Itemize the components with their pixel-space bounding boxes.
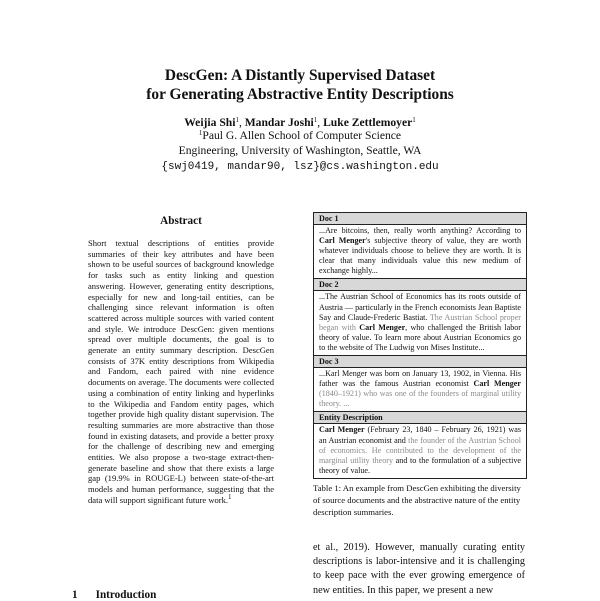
title-line-1: DescGen: A Distantly Supervised Dataset xyxy=(164,67,436,84)
section-title: Introduction xyxy=(95,589,157,601)
doc-2-text xyxy=(314,291,526,356)
doc-2-text-a: ...The Austrian School of Economics has its roots outside of Austria — particularly in the French economists Jean Baptiste Say and Claude-Frederic Bastiat. xyxy=(319,292,521,322)
author-affil-mark: 1 xyxy=(412,116,416,124)
doc-1-text-a: ...Are bitcoins, then, really worth anything? According to xyxy=(319,226,521,235)
section-heading xyxy=(72,589,156,601)
doc-3-label: Doc 3 xyxy=(314,356,526,368)
body-paragraph: et al., 2019). However, manually curating entity descriptions is labor-intensive and it is challenging to keep pace with the ever growing emergence of new entities. In this paper, we present a new xyxy=(313,542,525,596)
description-text-a: (February 23, 1840 – February 26, 1921) was an Austrian economist and xyxy=(319,425,521,445)
author-name: Mandar Joshi xyxy=(244,116,314,129)
affiliation-mark: 1 xyxy=(198,129,203,137)
description-entity: Carl Menger xyxy=(319,425,365,435)
author-separator: , xyxy=(238,116,245,129)
section-number: 1 xyxy=(72,589,78,601)
affiliation-line-2: Engineering, University of Washington, Seattle, WA xyxy=(178,144,422,157)
affiliation-line-1: Paul G. Allen School of Computer Science xyxy=(202,129,402,142)
doc-2-label: Doc 2 xyxy=(314,279,526,291)
example-table xyxy=(313,212,527,479)
author-affil-mark: 1 xyxy=(235,116,239,124)
paper-title xyxy=(0,66,600,104)
author-name: Luke Zettlemoyer xyxy=(323,116,413,129)
author-affil-mark: 1 xyxy=(313,116,318,124)
doc-2-text-grey: The Austrian School proper began with xyxy=(319,312,521,332)
doc-1-text xyxy=(314,225,526,279)
doc-2-text-b: , who challenged the British labor theory of value. To learn more about Austrian Economics go to the website of The Ludwig von Mises Institute... xyxy=(319,322,521,352)
footnote-mark: 1 xyxy=(228,492,232,501)
entity-description-label: Entity Description xyxy=(314,412,526,424)
doc-2-entity: Carl Menger xyxy=(359,322,406,332)
author-separator: , xyxy=(317,116,324,129)
author-name: Weijia Shi xyxy=(184,116,236,129)
table-caption: Table 1: An example from DescGen exhibiting the diversity of source documents and the abstractive nature of the entity description summaries. xyxy=(313,483,521,518)
abstract-body xyxy=(88,238,274,506)
doc-1-text-b: 's subjective theory of value, they are worth whatever individuals choose to believe they are worth. It is clear that many individuals value this new medium of exchange highly... xyxy=(319,236,521,276)
doc-3-text-grey: (1840–1921) who was one of the founders of marginal utility theory. ... xyxy=(319,389,521,409)
doc-1-entity: Carl Menger xyxy=(319,236,366,246)
doc-1-label: Doc 1 xyxy=(314,213,526,225)
doc-3-text-a: ...Karl Menger was born on January 13, 1902, in Vienna. His father was the famous Austrian economist xyxy=(319,369,521,389)
doc-3-entity: Carl Menger xyxy=(473,379,521,389)
affiliation xyxy=(0,128,600,158)
entity-description-text xyxy=(314,424,526,477)
description-text-b: and to the formulation of a subjective theory of value. xyxy=(319,455,521,475)
doc-3-text xyxy=(314,368,526,412)
abstract-heading: Abstract xyxy=(160,215,202,227)
title-line-2: for Generating Abstractive Entity Descriptions xyxy=(146,86,454,103)
author-emails: {swj0419, mandar90, lsz}@cs.washington.edu xyxy=(161,161,439,173)
description-text-grey: the founder of the Austrian School of economics. He contributed to the development of the marginal utility theory xyxy=(319,435,521,465)
abstract-text: Short textual descriptions of entities provide summaries of their key attributes and have been shown to be useful sources of background knowledge for tasks such as entity linking and question answering. However, generating entity descriptions, especially for new and long-tail entities, can be challenging since relevant information is often scattered across multiple sources with varied content and style. We introduce DescGen: given mentions spread over multiple documents, the goal is to generate an entity summary description. DescGen consists of 37K entity descriptions from Wikipedia and Fandom, each paired with nine evidence documents on average. The documents were collected using a combination of entity linking and hyperlinks to the Wikipedia and Fandom entity pages, which together provide high quality distant supervision. The resulting summaries are more abstractive than those found in existing datasets, and provide a better proxy for the challenge of describing new and emerging entities. We also propose a two-stage extract-then-generate baseline and show that there exists a large gap (19.9% in ROUGE-L) between state-of-the-art models and human performance, suggesting that the data will support significant future work. xyxy=(88,238,274,505)
